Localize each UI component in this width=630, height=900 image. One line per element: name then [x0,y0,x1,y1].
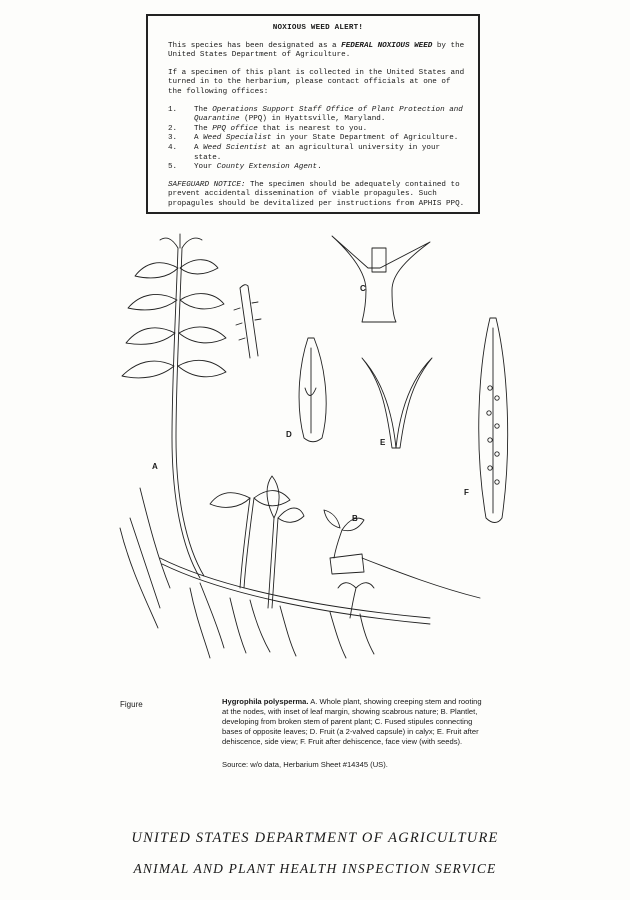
figure-label-d: D [286,430,292,439]
item-number: 5. [168,163,178,172]
federal-noxious-weed-emphasis: FEDERAL NOXIOUS WEED [341,41,433,50]
species-name: Hygrophila polysperma. [222,697,309,706]
botanical-illustration [100,228,520,678]
noxious-weed-alert-box [146,14,480,214]
figure-label-f: F [464,488,469,497]
item-text: The [194,124,213,133]
figure-label-b: B [352,514,358,523]
plantlet-drawing [324,510,480,598]
fruit-side-view-drawing [362,358,432,448]
item-number: 4. [168,143,178,152]
item-emphasis: Weed Specialist [203,134,272,143]
contact-office-item [168,125,468,135]
item-emphasis: County Extension Agent [216,163,318,172]
item-text-end: in your State Department of Agriculture. [271,134,459,143]
item-text-end: . [317,163,322,172]
item-emphasis: Operations Support Staff Office of Plant Protection and Quarantine [194,105,463,124]
contact-office-item [168,134,468,144]
figure-caption [222,697,484,747]
fruit-face-view-drawing [479,318,508,523]
item-text-end: (PPQ) in Hyattsville, Maryland. [239,115,386,124]
alert-title: NOXIOUS WEED ALERT! [272,24,364,32]
designation-text-end: by the United States Department of Agriculture. [168,41,465,60]
alert-contact-paragraph: If a specimen of this plant is collected in the United States and turned in to the herbarium, please contact officials at one of the following offices: [168,68,465,96]
caption-text: A. Whole plant, showing creeping stem and rooting at the nodes, with inset of leaf margin, showing scabrous nature; B. Plantlet, developing from broken stem of parent plant; C. Fused stipules connecting bases of opposite leaves; D. Fruit (a 2-valved capsule) in calyx; E. Fruit after dehiscence, side view; F. Fruit after dehiscence, face view (with seeds). [222,697,482,746]
usda-heading: UNITED STATES DEPARTMENT OF AGRICULTURE [131,830,499,846]
item-text-end: that is nearest to you. [257,124,368,133]
item-emphasis: Weed Scientist [203,143,267,152]
safeguard-notice [168,181,468,210]
item-number: 3. [168,134,178,143]
figure-label-a: A [152,462,158,471]
contact-office-item [168,106,468,125]
safeguard-text: The specimen should be adequately contained to prevent accidental dissemination of viable propagules. Such propagules should be devitalized per instructions from APHIS PPQ. [168,180,465,208]
item-emphasis: PPQ office [212,124,258,133]
item-number: 1. [168,105,178,114]
item-text: A [194,143,204,152]
figure-label-e: E [380,438,386,447]
safeguard-label: SAFEGUARD NOTICE: [168,180,246,189]
item-text: The [194,105,213,114]
fused-stipules-drawing [332,236,430,322]
item-number: 2. [168,124,178,133]
contact-office-item [168,144,468,163]
contact-offices-list [168,106,468,173]
contact-office-item [168,163,468,173]
figure-label-c: C [360,284,366,293]
figure-word: Figure [120,700,143,709]
plant-drawing [100,228,520,678]
designation-text: This species has been designated as a [168,41,342,50]
item-text: A [194,134,204,143]
fruit-in-calyx-drawing [299,338,326,442]
figure-source: Source: w/o data, Herbarium Sheet #14345 (US). [222,760,388,769]
aphis-heading: ANIMAL AND PLANT HEALTH INSPECTION SERVICE [133,861,497,876]
item-text: Your [194,163,217,172]
alert-designation-paragraph [168,42,468,61]
item-text-end: at an agricultural university in your state. [194,143,441,162]
